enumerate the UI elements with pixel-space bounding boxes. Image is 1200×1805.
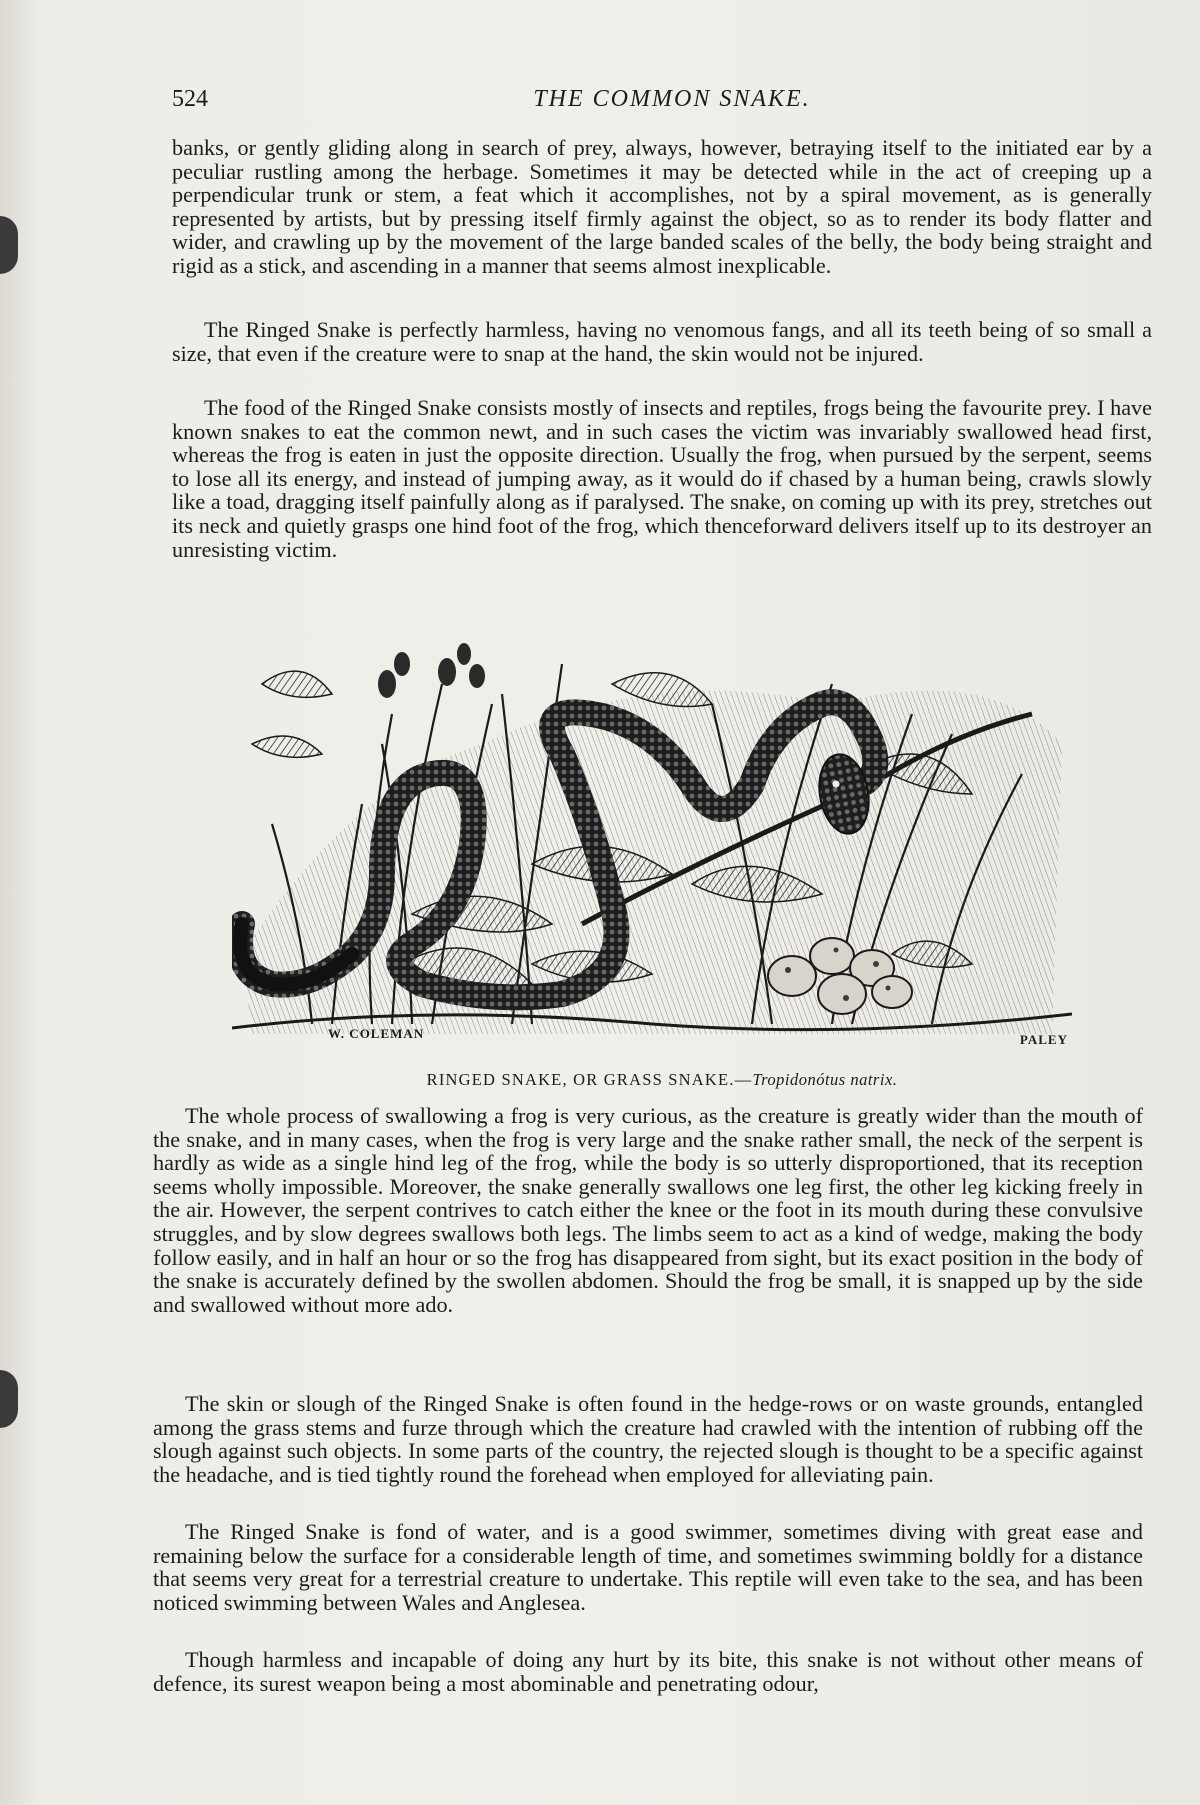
snake-illustration [232,624,1072,1056]
caption-text: RINGED SNAKE, OR GRASS SNAKE.— [426,1070,753,1089]
paragraph-continued: banks, or gently gliding along in search of prey, always, however, betraying itself to the initiated ear by a peculiar rustling among the herbage. Sometimes it may be detected while in the act of creeping up a perpendicular trunk or stem, a feat which it accomplishes, not by a spiral movement, as is generally represented by artists, but by pressing itself firmly against the object, so as to render its body flatter and wider, and crawling up by the movement of the large banded scales of the belly, the body being straight and rigid as a stick, and ascending in a manner that seems almost inexplicable. [172,135,1152,278]
paragraph: Though harmless and incapable of doing any hurt by its bite, this snake is not without other means of defence, its surest weapon being a most abominable and penetrating odour, [153,1647,1143,1696]
caption-latin-name: Tropidonótus natrix. [752,1070,898,1089]
binding-hole [0,1370,18,1428]
binding-hole [0,216,18,274]
running-title: THE COMMON SNAKE. [533,86,811,112]
paragraph: The Ringed Snake is fond of water, and is a good swimmer, sometimes diving with great ease and remaining below the surface for a considerable length of time, and sometimes swimming boldly for a distance that seems very great for a terrestrial creature to undertake. This reptile will even take to the sea, and has been noticed swimming between Wales and Anglesea. [153,1519,1143,1615]
page-number: 524 [172,86,208,112]
paragraph: The whole process of swallowing a frog is very curious, as the creature is greatly wider than the mouth of the snake, and in many cases, when the frog is very large and the snake rather small, the neck of the serpent is hardly as wide as a single hind leg of the frog, while the body is so utterly disproportioned, that its reception seems wholly impossible. Moreover, the snake generally swallows one leg first, the other leg kicking freely in the air. However, the serpent contrives to catch either the knee or the foot in its mouth during these convulsive struggles, and by slow degrees swallows both legs. The limbs seem to act as a kind of wedge, making the body follow easily, and in half an hour or so the frog has disappeared from sight, but its exact position in the body of the snake is accurately defined by the swollen abdomen. Should the frog be small, it is snapped up by the side and swallowed without more ado. [153,1103,1143,1317]
engraving [232,624,1072,1056]
artist-signature: W. COLEMAN [328,1026,425,1041]
engraver-signature: PALEY [1019,1032,1068,1047]
running-header [172,86,1172,126]
paragraph: The food of the Ringed Snake consists mostly of insects and reptiles, frogs being the favourite prey. I have known snakes to eat the common newt, and in such cases the victim was invariably swallowed head first, whereas the frog is eaten in just the opposite direction. Usually the frog, when pursued by the serpent, seems to lose all its energy, and instead of jumping away, as it would do if chased by a human being, crawls slowly like a toad, dragging itself painfully along as if paralysed. The snake, on coming up with its prey, stretches out its neck and quietly grasps one hind foot of the frog, which thenceforward delivers itself up to its destroyer an unresisting victim. [172,395,1152,562]
paragraph: The skin or slough of the Ringed Snake is often found in the hedge-rows or on waste grounds, entangled among the grass stems and furze through which the creature had crawled with the intention of rubbing off the slough against such objects. In some parts of the country, the rejected slough is thought to be a specific against the headache, and is tied tightly round the forehead when employed for alleviating pain. [153,1391,1143,1487]
paragraph: The Ringed Snake is perfectly harmless, having no venomous fangs, and all its teeth being of so small a size, that even if the creature were to snap at the hand, the skin would not be injured. [172,317,1152,366]
figure-caption [172,1070,1152,1090]
